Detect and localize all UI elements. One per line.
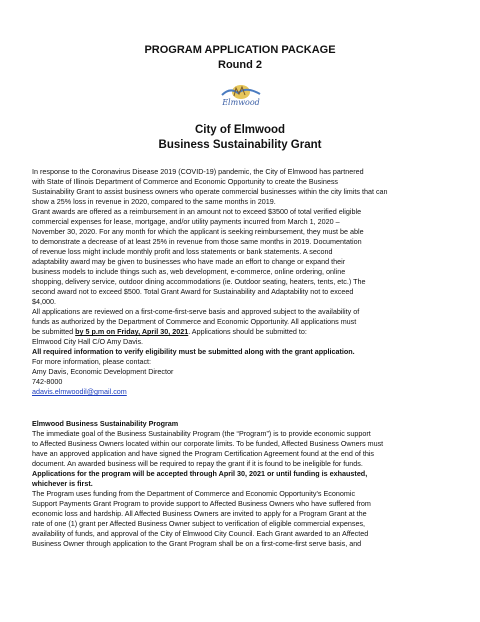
contact-email-line	[32, 387, 472, 396]
intro-line: adaptability award may be given to businesses who have made an effort to change or expand their	[32, 257, 346, 266]
intro-line: of revenue loss might include monthly profit and loss statements or bank statements. A second	[32, 247, 333, 256]
program-line: to Affected Business Owners located within our corporate limits. To be funded, Affected Business Owners must	[32, 439, 384, 448]
intro-line: to demonstrate a decrease of at least 25% in revenue from those same months in 2019. Documentation	[32, 237, 362, 246]
intro-line: business models to include things such as, web development, e-commerce, online ordering, online	[32, 267, 346, 276]
intro-line: All applications are reviewed on a first-come-first-serve basis and approved subject to the availability of	[32, 307, 360, 316]
contact-name: Amy Davis, Economic Development Director	[32, 367, 174, 376]
deadline-suffix: . Applications should be submitted to:	[188, 327, 307, 336]
grant-title: Business Sustainability Grant	[158, 139, 322, 151]
intro-line: Grant awards are offered as a reimbursement in an amount not to exceed $3500 of total verified eligible	[32, 207, 362, 216]
program-notice-line: Applications for the program will be accepted through April 30, 2021 or until funding is exhausted,	[32, 469, 368, 478]
round-label: Round 2	[218, 59, 262, 71]
intro-line: funds as authorized by the Department of Commerce and Economic Opportunity. All applications must	[32, 317, 357, 326]
deadline-line	[32, 327, 472, 336]
intro-line: November 30, 2020. For any month for which the applicant is seeking reimbursement, they must be able	[32, 227, 364, 236]
program-line: Business Owner through application to the Grant Program shall be on a first-come-first serve basis, and	[32, 539, 362, 548]
contact-email-link[interactable]: adavis.elmwoodil@gmail.com	[32, 387, 127, 396]
city-title: City of Elmwood	[194, 124, 286, 136]
submit-to-line: Elmwood City Hall C/O Amy Davis.	[32, 337, 144, 346]
program-line: economic loss and hardship. All Affected Business Owners are invited to apply for a Program Grant at the	[32, 509, 367, 518]
program-line: Support Payments Grant Program to provide support to Affected Business Owners who have suffered from	[32, 499, 371, 508]
contact-phone: 742-8000	[32, 377, 63, 386]
deadline-prefix: be submitted	[32, 327, 76, 336]
program-notice-line: whichever is first.	[32, 479, 93, 488]
program-line: document. An awarded business will be required to repay the grant if it is found to be ineligible for funds.	[32, 459, 363, 468]
contact-lead: For more information, please contact:	[32, 357, 152, 366]
program-line: have an approved application and have signed the Program Certification Agreement found at the end of this	[32, 449, 375, 458]
intro-line: second award not to exceed $500. Total Grant Award for Sustainability and Adaptability not to exceed	[32, 287, 354, 296]
program-line: availability of funds, and approval of the City of Elmwood City Council. Each Grant awarded to an Affected	[32, 529, 369, 538]
elmwood-logo	[216, 82, 266, 110]
intro-line: show a 25% loss in revenue in 2020, compared to the same months in 2019.	[32, 197, 276, 206]
program-line: The immediate goal of the Business Sustainability Program (the “Program”) is to provide economic support	[32, 429, 371, 438]
required-info-line: All required information to verify eligibility must be submitted along with the grant application.	[32, 347, 355, 356]
program-line: rate of one (1) grant per Affected Business Owner subject to verification of eligible commercial expenses,	[32, 519, 366, 528]
intro-line: In response to the Coronavirus Disease 2019 (COVID-19) pandemic, the City of Elmwood has partnered	[32, 167, 364, 176]
intro-line: commercial expenses for lease, mortgage, and/or utility payments incurred from March 1, 2020 –	[32, 217, 340, 226]
program-line: The Program uses funding from the Department of Commerce and Economic Opportunity’s Economic	[32, 489, 356, 498]
intro-line: shopping, delivery service, outdoor dining accommodations (ie. Outdoor seating, heaters, tents, etc.) The	[32, 277, 366, 286]
intro-line: Sustainability Grant to assist business owners who operate commercial businesses within the city limits that can	[32, 187, 388, 196]
deadline-date: by 5 p.m on Friday, April 30, 2021	[75, 327, 189, 336]
intro-line: with State of Illinois Department of Commerce and Economic Opportunity to create the Business	[32, 177, 339, 186]
intro-line: $4,000.	[32, 297, 56, 306]
logo-wordmark: Elmwood	[222, 98, 260, 107]
program-title: Elmwood Business Sustainability Program	[32, 419, 179, 428]
package-title: PROGRAM APPLICATION PACKAGE	[144, 44, 336, 56]
